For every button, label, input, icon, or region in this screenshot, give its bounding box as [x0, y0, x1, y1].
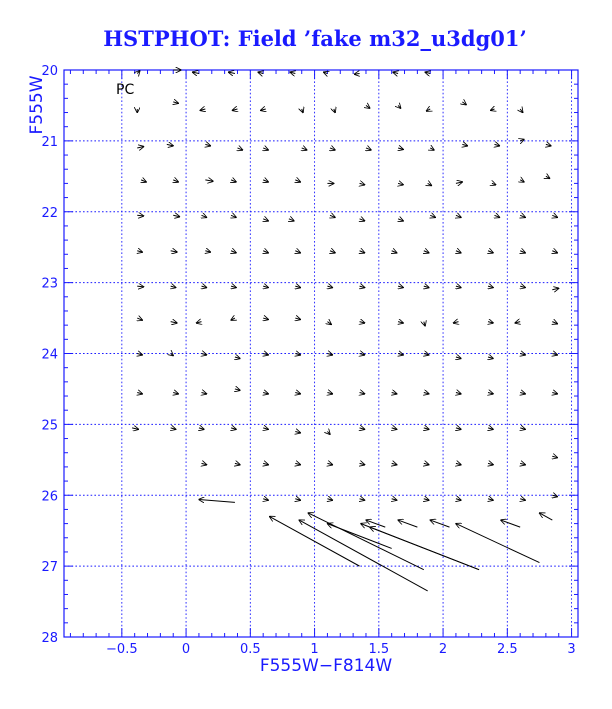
vector-arrow	[173, 102, 178, 103]
vector-arrow	[193, 72, 199, 73]
vector-arrow	[295, 431, 300, 432]
y-tick-label: 26	[41, 489, 58, 505]
vector-arrow	[398, 219, 403, 221]
vector-arrow	[546, 176, 550, 178]
vector-arrow	[231, 251, 236, 253]
vector-arrow	[327, 431, 330, 434]
vector-arrow	[171, 286, 176, 287]
vector-arrow	[360, 251, 365, 253]
vector-arrow	[263, 180, 268, 182]
vector-arrow	[263, 392, 268, 393]
vector-arrow	[290, 72, 295, 73]
vector-arrow	[360, 183, 365, 184]
vector-arrow	[392, 463, 397, 464]
vector-arrow	[520, 463, 525, 464]
vector-arrow	[426, 109, 430, 111]
vector-arrow	[137, 251, 142, 252]
vector-arrow	[295, 180, 300, 182]
vector-arrow	[231, 180, 236, 182]
vector-arrow	[520, 139, 524, 140]
vector-arrow	[398, 322, 403, 323]
vector-arrow	[366, 105, 370, 108]
vector-arrow	[137, 71, 140, 74]
vector-arrow	[327, 322, 331, 325]
y-tick-label: 25	[41, 418, 58, 434]
vector-arrow	[552, 251, 557, 253]
y-tick-label: 27	[41, 560, 58, 576]
vector-arrow	[263, 499, 268, 500]
y-tick-label: 28	[41, 631, 58, 646]
vector-arrow	[289, 219, 294, 221]
vector-arrow	[456, 286, 461, 287]
vector-arrow	[327, 286, 332, 287]
vector-arrow	[270, 517, 360, 567]
vector-arrow	[327, 354, 332, 355]
vector-arrow	[425, 72, 430, 73]
vector-arrow	[430, 215, 435, 217]
vector-arrow	[141, 180, 146, 182]
vector-arrow	[327, 392, 332, 393]
vector-arrow	[456, 463, 461, 464]
vector-arrow	[424, 251, 429, 253]
vector-arrow	[488, 392, 493, 393]
vector-arrow	[327, 463, 332, 464]
vector-arrow	[456, 182, 462, 183]
field-annotation: PC	[116, 82, 135, 98]
vector-arrow	[520, 428, 525, 429]
vector-arrow	[552, 392, 557, 393]
vector-arrow	[261, 109, 266, 110]
vector-arrow	[360, 392, 365, 393]
vector-arrow	[398, 520, 417, 527]
vector-arrow	[295, 499, 300, 500]
vector-arrow	[137, 318, 142, 320]
vector-arrow	[424, 286, 429, 287]
vector-arrow	[430, 148, 434, 150]
vector-arrow	[360, 322, 365, 323]
y-tick-label: 22	[41, 205, 58, 221]
vector-arrow	[520, 109, 523, 113]
vector-arrow	[258, 72, 263, 73]
vector-arrow	[132, 428, 138, 429]
vector-arrow	[330, 148, 335, 150]
vector-arrow	[201, 463, 206, 464]
vector-arrow	[173, 392, 178, 393]
vector-arrow	[205, 251, 210, 252]
vector-arrow	[137, 147, 143, 148]
vector-field	[132, 70, 559, 591]
vector-arrow	[199, 500, 235, 503]
vector-arrow	[488, 251, 493, 253]
vector-arrow	[196, 322, 201, 323]
vector-arrow	[231, 318, 235, 320]
vector-arrow	[228, 72, 234, 73]
vector-arrow	[360, 354, 365, 355]
x-axis-label: F555W−F814W	[259, 656, 393, 676]
y-axis-label: F555W	[27, 75, 47, 135]
vector-arrow	[488, 286, 493, 287]
vector-arrow	[398, 183, 403, 184]
y-tick-label: 24	[41, 347, 58, 363]
vector-arrow	[167, 144, 173, 145]
vector-arrow	[488, 463, 493, 464]
vector-arrow	[299, 520, 428, 591]
vector-arrow	[552, 495, 557, 496]
vector-arrow	[488, 428, 493, 429]
vector-arrow	[171, 251, 177, 252]
vector-arrow	[327, 524, 391, 549]
vector-arrow	[494, 215, 499, 217]
chart-title: HSTPHOT: Field ’fake m32_u3dg01’	[103, 26, 527, 51]
vector-arrow	[501, 520, 520, 527]
vector-arrow	[456, 215, 461, 217]
vector-arrow	[354, 74, 359, 75]
vector-arrow	[137, 215, 143, 216]
x-tick-label: 0.5	[239, 642, 261, 657]
vector-arrow	[491, 109, 495, 110]
vector-arrow	[171, 322, 177, 323]
vector-arrow	[334, 109, 335, 113]
y-tick-label: 20	[41, 64, 58, 79]
vector-arrow	[453, 322, 458, 323]
vector-arrow	[201, 215, 206, 217]
vector-arrow	[360, 499, 365, 500]
vector-arrow	[199, 428, 204, 429]
vector-arrow	[231, 286, 236, 287]
vector-arrow	[424, 428, 429, 429]
vector-arrow	[263, 318, 268, 319]
vector-arrow	[302, 109, 303, 113]
y-tick-label: 23	[41, 276, 58, 292]
vector-arrow	[546, 144, 551, 145]
vector-arrow	[360, 428, 365, 429]
vector-arrow	[235, 357, 240, 358]
vector-arrow	[201, 392, 206, 393]
vector-arrow	[171, 428, 176, 429]
vector-arrow	[392, 251, 397, 253]
vector-arrow	[360, 219, 365, 221]
x-tick-label: 1.5	[368, 642, 390, 657]
vector-arrow	[398, 286, 403, 287]
vector-arrow	[263, 463, 268, 464]
vector-arrow	[539, 513, 552, 520]
vector-arrow	[392, 499, 397, 500]
vector-arrow	[137, 286, 143, 287]
vector-arrow	[424, 354, 429, 355]
vector-arrow	[428, 183, 432, 185]
vector-arrow	[515, 322, 520, 323]
vector-arrow	[494, 144, 499, 145]
vector-arrow	[366, 520, 385, 527]
x-tick-label: 2.5	[496, 642, 518, 657]
vector-arrow	[392, 392, 397, 393]
vector-arrow	[488, 322, 493, 323]
vector-arrow	[330, 251, 335, 253]
vector-arrow	[200, 109, 205, 110]
vector-arrow	[295, 392, 300, 393]
vector-arrow	[263, 428, 268, 429]
vector-arrow	[232, 109, 237, 110]
vector-arrow	[370, 527, 479, 570]
vector-arrow	[173, 180, 178, 182]
vector-arrow	[235, 389, 240, 390]
vector-arrow	[520, 392, 525, 393]
vector-arrow	[263, 251, 268, 253]
vector-arrow	[231, 215, 236, 217]
vector-arrow	[488, 357, 493, 358]
vector-arrow	[295, 251, 300, 253]
vector-arrow	[393, 72, 398, 73]
vector-arrow	[398, 148, 403, 149]
vector-arrow	[137, 392, 142, 393]
x-tick-label: 2	[438, 642, 448, 657]
vector-arrow	[424, 463, 429, 464]
vector-arrow	[520, 215, 525, 217]
vector-arrow	[360, 286, 365, 287]
vector-arrow	[552, 322, 557, 324]
vector-arrow	[263, 286, 268, 287]
vector-arrow	[263, 148, 268, 150]
vector-arrow	[237, 148, 242, 150]
vector-arrow	[488, 499, 493, 500]
vector-arrow	[552, 354, 557, 355]
vector-arrow	[456, 499, 461, 500]
vector-arrow	[398, 105, 401, 108]
vector-arrow	[263, 219, 268, 221]
vector-arrow	[235, 463, 240, 464]
vector-arrow	[552, 288, 558, 289]
vector-arrow	[330, 215, 335, 217]
vector-arrow	[392, 428, 397, 429]
vector-arrow	[520, 286, 525, 287]
vector-arrow	[231, 428, 236, 429]
vector-arrow	[201, 286, 206, 287]
x-tick-label: 1	[310, 642, 319, 657]
vector-arrow	[456, 357, 461, 358]
vector-arrow	[263, 354, 268, 355]
vector-arrow	[456, 251, 461, 253]
vector-arrow	[552, 456, 557, 457]
vector-arrow	[520, 499, 525, 500]
vector-arrow	[295, 318, 300, 319]
vector-arrow	[360, 463, 365, 464]
grid	[64, 70, 578, 637]
vector-arrow	[295, 463, 300, 464]
y-tick-label: 21	[41, 134, 58, 150]
vector-arrow	[430, 520, 449, 527]
vector-arrow	[552, 215, 557, 217]
vector-arrow	[520, 251, 525, 253]
vector-arrow	[424, 392, 429, 393]
vector-arrow	[456, 392, 461, 393]
x-tick-label: −0.5	[106, 642, 138, 657]
vector-arrow	[456, 428, 461, 429]
vector-arrow	[205, 180, 213, 181]
vector-arrow	[366, 148, 371, 150]
vector-arrow	[324, 72, 328, 73]
vector-arrow	[462, 144, 467, 145]
x-tick-label: 3	[567, 642, 576, 657]
vector-arrow	[456, 524, 540, 563]
vector-arrow	[424, 322, 425, 326]
x-tick-label: 0	[181, 642, 191, 657]
vector-arrow	[462, 102, 466, 105]
vector-arrow	[302, 148, 307, 150]
vector-arrow	[205, 144, 210, 145]
vector-arrow	[137, 354, 142, 355]
vector-arrow	[327, 499, 332, 500]
vector-arrow	[492, 183, 496, 184]
vector-arrow	[424, 499, 429, 500]
vector-arrow	[520, 180, 524, 182]
vector-arrow	[173, 215, 179, 216]
vector-arrow	[295, 286, 300, 287]
